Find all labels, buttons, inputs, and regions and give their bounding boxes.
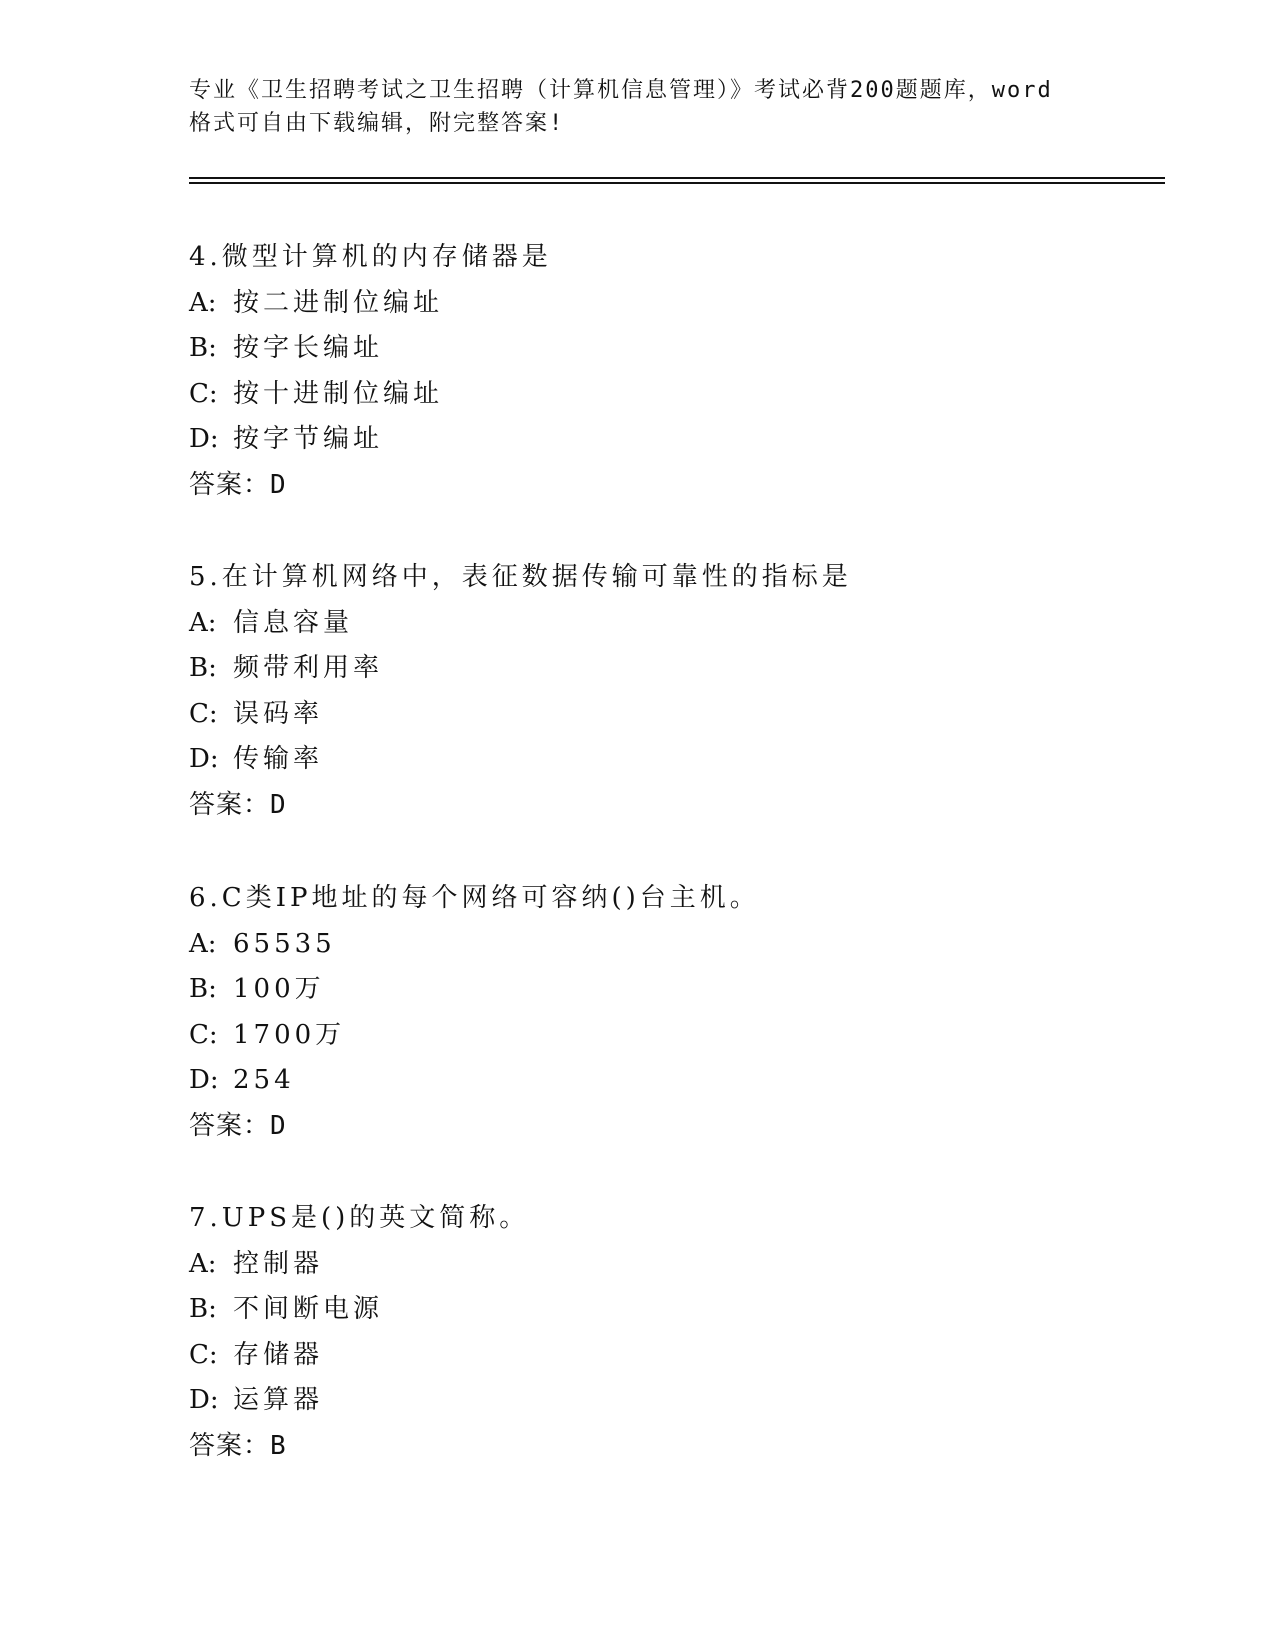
option-b bbox=[189, 326, 1149, 372]
option-text: 1700万 bbox=[233, 1019, 346, 1050]
answer-line: 答案：D bbox=[189, 789, 287, 820]
document-header bbox=[189, 74, 1089, 140]
header-divider-top bbox=[189, 177, 1165, 179]
option-text: 254 bbox=[233, 1065, 295, 1095]
option-text: 100万 bbox=[233, 974, 325, 1004]
question-title: 7.UPS是()的英文简称。 bbox=[189, 1203, 530, 1233]
option-letter: B: bbox=[189, 1294, 217, 1324]
option-letter: C: bbox=[189, 698, 218, 729]
header-divider-bottom bbox=[189, 182, 1165, 184]
option-b bbox=[189, 1287, 1149, 1333]
option-letter: C: bbox=[189, 1019, 218, 1050]
option-a bbox=[189, 1242, 1149, 1288]
option-a bbox=[189, 922, 1149, 968]
question-title: 6.C类IP地址的每个网络可容纳()台主机。 bbox=[189, 883, 760, 913]
question-6 bbox=[189, 876, 1149, 1149]
option-letter: D: bbox=[189, 1385, 219, 1415]
header-line-2: 格式可自由下载编辑，附完整答案! bbox=[189, 111, 565, 136]
option-letter: A: bbox=[189, 287, 217, 318]
question-title: 5.在计算机网络中，表征数据传输可靠性的指标是 bbox=[189, 562, 852, 592]
question-4 bbox=[189, 235, 1149, 508]
option-letter: C: bbox=[189, 1339, 218, 1370]
option-letter: B: bbox=[189, 974, 217, 1004]
option-text: 按二进制位编址 bbox=[233, 287, 444, 318]
option-text: 按十进制位编址 bbox=[233, 378, 444, 409]
option-text: 按字长编址 bbox=[233, 333, 384, 363]
option-letter: D: bbox=[189, 744, 219, 774]
option-d bbox=[189, 1058, 1149, 1104]
option-text: 65535 bbox=[233, 928, 336, 959]
option-a bbox=[189, 601, 1149, 647]
header-line-1: 专业《卫生招聘考试之卫生招聘（计算机信息管理）》考试必背200题题库，word bbox=[189, 78, 1053, 103]
option-text: 运算器 bbox=[233, 1385, 324, 1415]
option-text: 控制器 bbox=[233, 1248, 324, 1279]
option-letter: C: bbox=[189, 378, 218, 409]
question-7 bbox=[189, 1196, 1149, 1469]
answer-line: 答案：D bbox=[189, 469, 287, 500]
question-5 bbox=[189, 555, 1149, 828]
option-d bbox=[189, 737, 1149, 783]
answer-line: 答案：B bbox=[189, 1430, 287, 1461]
option-b bbox=[189, 646, 1149, 692]
option-text: 按字节编址 bbox=[233, 424, 384, 454]
option-c bbox=[189, 372, 1149, 418]
option-letter: D: bbox=[189, 424, 219, 454]
option-text: 传输率 bbox=[233, 744, 324, 774]
option-letter: B: bbox=[189, 653, 217, 683]
option-letter: A: bbox=[189, 607, 217, 638]
option-text: 误码率 bbox=[233, 698, 324, 729]
option-letter: A: bbox=[189, 1248, 217, 1279]
option-a bbox=[189, 281, 1149, 327]
option-letter: B: bbox=[189, 333, 217, 363]
question-title: 4.微型计算机的内存储器是 bbox=[189, 242, 552, 272]
option-text: 存储器 bbox=[233, 1339, 324, 1370]
option-text: 不间断电源 bbox=[233, 1294, 384, 1324]
option-letter: D: bbox=[189, 1065, 219, 1095]
option-text: 信息容量 bbox=[233, 607, 354, 638]
option-letter: A: bbox=[189, 928, 217, 959]
option-b bbox=[189, 967, 1149, 1013]
option-c bbox=[189, 1333, 1149, 1379]
option-d bbox=[189, 1378, 1149, 1424]
option-c bbox=[189, 692, 1149, 738]
option-c bbox=[189, 1013, 1149, 1059]
option-d bbox=[189, 417, 1149, 463]
answer-line: 答案：D bbox=[189, 1110, 287, 1141]
option-text: 频带利用率 bbox=[233, 653, 384, 683]
